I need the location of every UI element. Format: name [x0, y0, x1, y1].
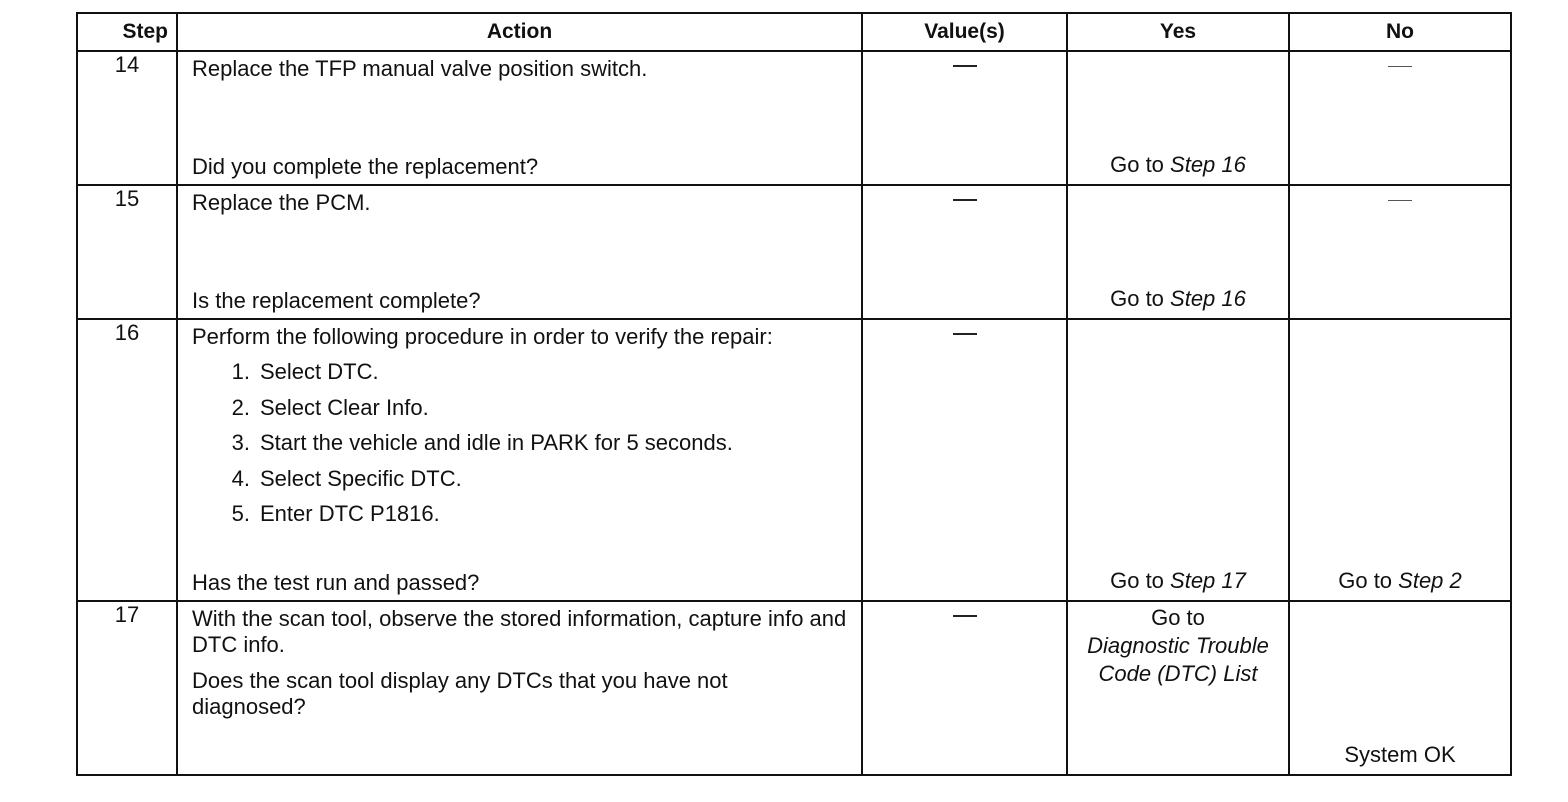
procedure-step-text: Select Clear Info. [260, 394, 429, 420]
yes-goto-prefix: Go to [1110, 568, 1171, 593]
value-dash [953, 333, 977, 335]
header-action: Action [177, 13, 862, 51]
yes-cell [1067, 601, 1289, 775]
step-number: 14 [77, 51, 177, 185]
table-row [77, 601, 1511, 775]
action-question: Did you complete the replacement? [192, 154, 539, 179]
yes-goto-link[interactable]: Step 17 [1170, 568, 1246, 593]
step-number: 17 [77, 601, 177, 775]
value-cell [862, 319, 1067, 601]
step-number: 15 [77, 185, 177, 319]
diagnostic-table [76, 12, 1512, 776]
action-question: Has the test run and passed? [192, 570, 480, 595]
yes-goto-link[interactable]: Step 16 [1170, 286, 1246, 311]
procedure-step-text: Start the vehicle and idle in PARK for 5 seconds. [260, 430, 733, 455]
procedure-step-text: Enter DTC P1816. [260, 501, 440, 526]
action-cell [177, 601, 862, 775]
header-values: Value(s) [862, 13, 1067, 51]
procedure-step-text: Select DTC. [260, 359, 379, 384]
action-text: Replace the PCM. [192, 190, 371, 215]
yes-cell [1067, 185, 1289, 319]
yes-cell [1067, 51, 1289, 185]
no-cell [1289, 601, 1511, 775]
value-cell [862, 185, 1067, 319]
no-result: System OK [1344, 742, 1456, 767]
yes-goto[interactable] [1068, 286, 1288, 312]
procedure-step: 5. Enter DTC P1816. [231, 501, 440, 526]
table-row [77, 319, 1511, 601]
no-cell [1289, 51, 1511, 185]
procedure-step: 4. Select Specific DTC. [231, 465, 462, 491]
no-goto[interactable] [1290, 568, 1510, 594]
yes-goto-prefix: Go to [1110, 286, 1171, 311]
value-dash [953, 615, 977, 617]
yes-goto-prefix: Go to [1110, 152, 1171, 177]
procedure-step: 3. Start the vehicle and idle in PARK for 5 seconds. [231, 430, 733, 455]
action-text: Replace the TFP manual valve position switch. [192, 56, 648, 81]
action-text: Perform the following procedure in order to verify the repair: [192, 324, 773, 349]
action-question: Does the scan tool display any DTCs that you have not diagnosed? [192, 668, 728, 719]
yes-goto[interactable] [1068, 568, 1288, 594]
header-step: Step [77, 13, 177, 51]
value-cell [862, 601, 1067, 775]
value-dash [953, 65, 977, 67]
no-dash [1388, 200, 1412, 201]
procedure-step: 1. Select DTC. [231, 359, 379, 384]
value-dash [953, 199, 977, 201]
action-cell [177, 51, 862, 185]
no-goto-link[interactable]: Step 2 [1398, 568, 1462, 593]
value-cell [862, 51, 1067, 185]
step-number: 16 [77, 319, 177, 601]
yes-cell [1067, 319, 1289, 601]
yes-goto-link[interactable]: Step 16 [1170, 152, 1246, 177]
table-row [77, 185, 1511, 319]
procedure-list [192, 354, 851, 532]
table-row [77, 51, 1511, 185]
yes-goto-prefix: Go to [1151, 605, 1205, 630]
yes-goto-link[interactable]: Diagnostic Trouble Code (DTC) List [1087, 633, 1269, 686]
procedure-step: 2. Select Clear Info. [231, 394, 429, 420]
header-row [77, 13, 1511, 51]
action-cell [177, 185, 862, 319]
header-yes: Yes [1067, 13, 1289, 51]
no-goto-prefix: Go to [1338, 568, 1399, 593]
action-text: With the scan tool, observe the stored information, capture info and DTC info. [192, 606, 847, 657]
action-question: Is the replacement complete? [192, 288, 481, 313]
yes-goto[interactable] [1068, 602, 1288, 688]
header-no: No [1289, 13, 1511, 51]
no-cell [1289, 319, 1511, 601]
procedure-step-text: Select Specific DTC. [260, 465, 462, 491]
yes-goto[interactable] [1068, 152, 1288, 178]
no-dash [1388, 66, 1412, 67]
action-cell [177, 319, 862, 601]
no-cell [1289, 185, 1511, 319]
